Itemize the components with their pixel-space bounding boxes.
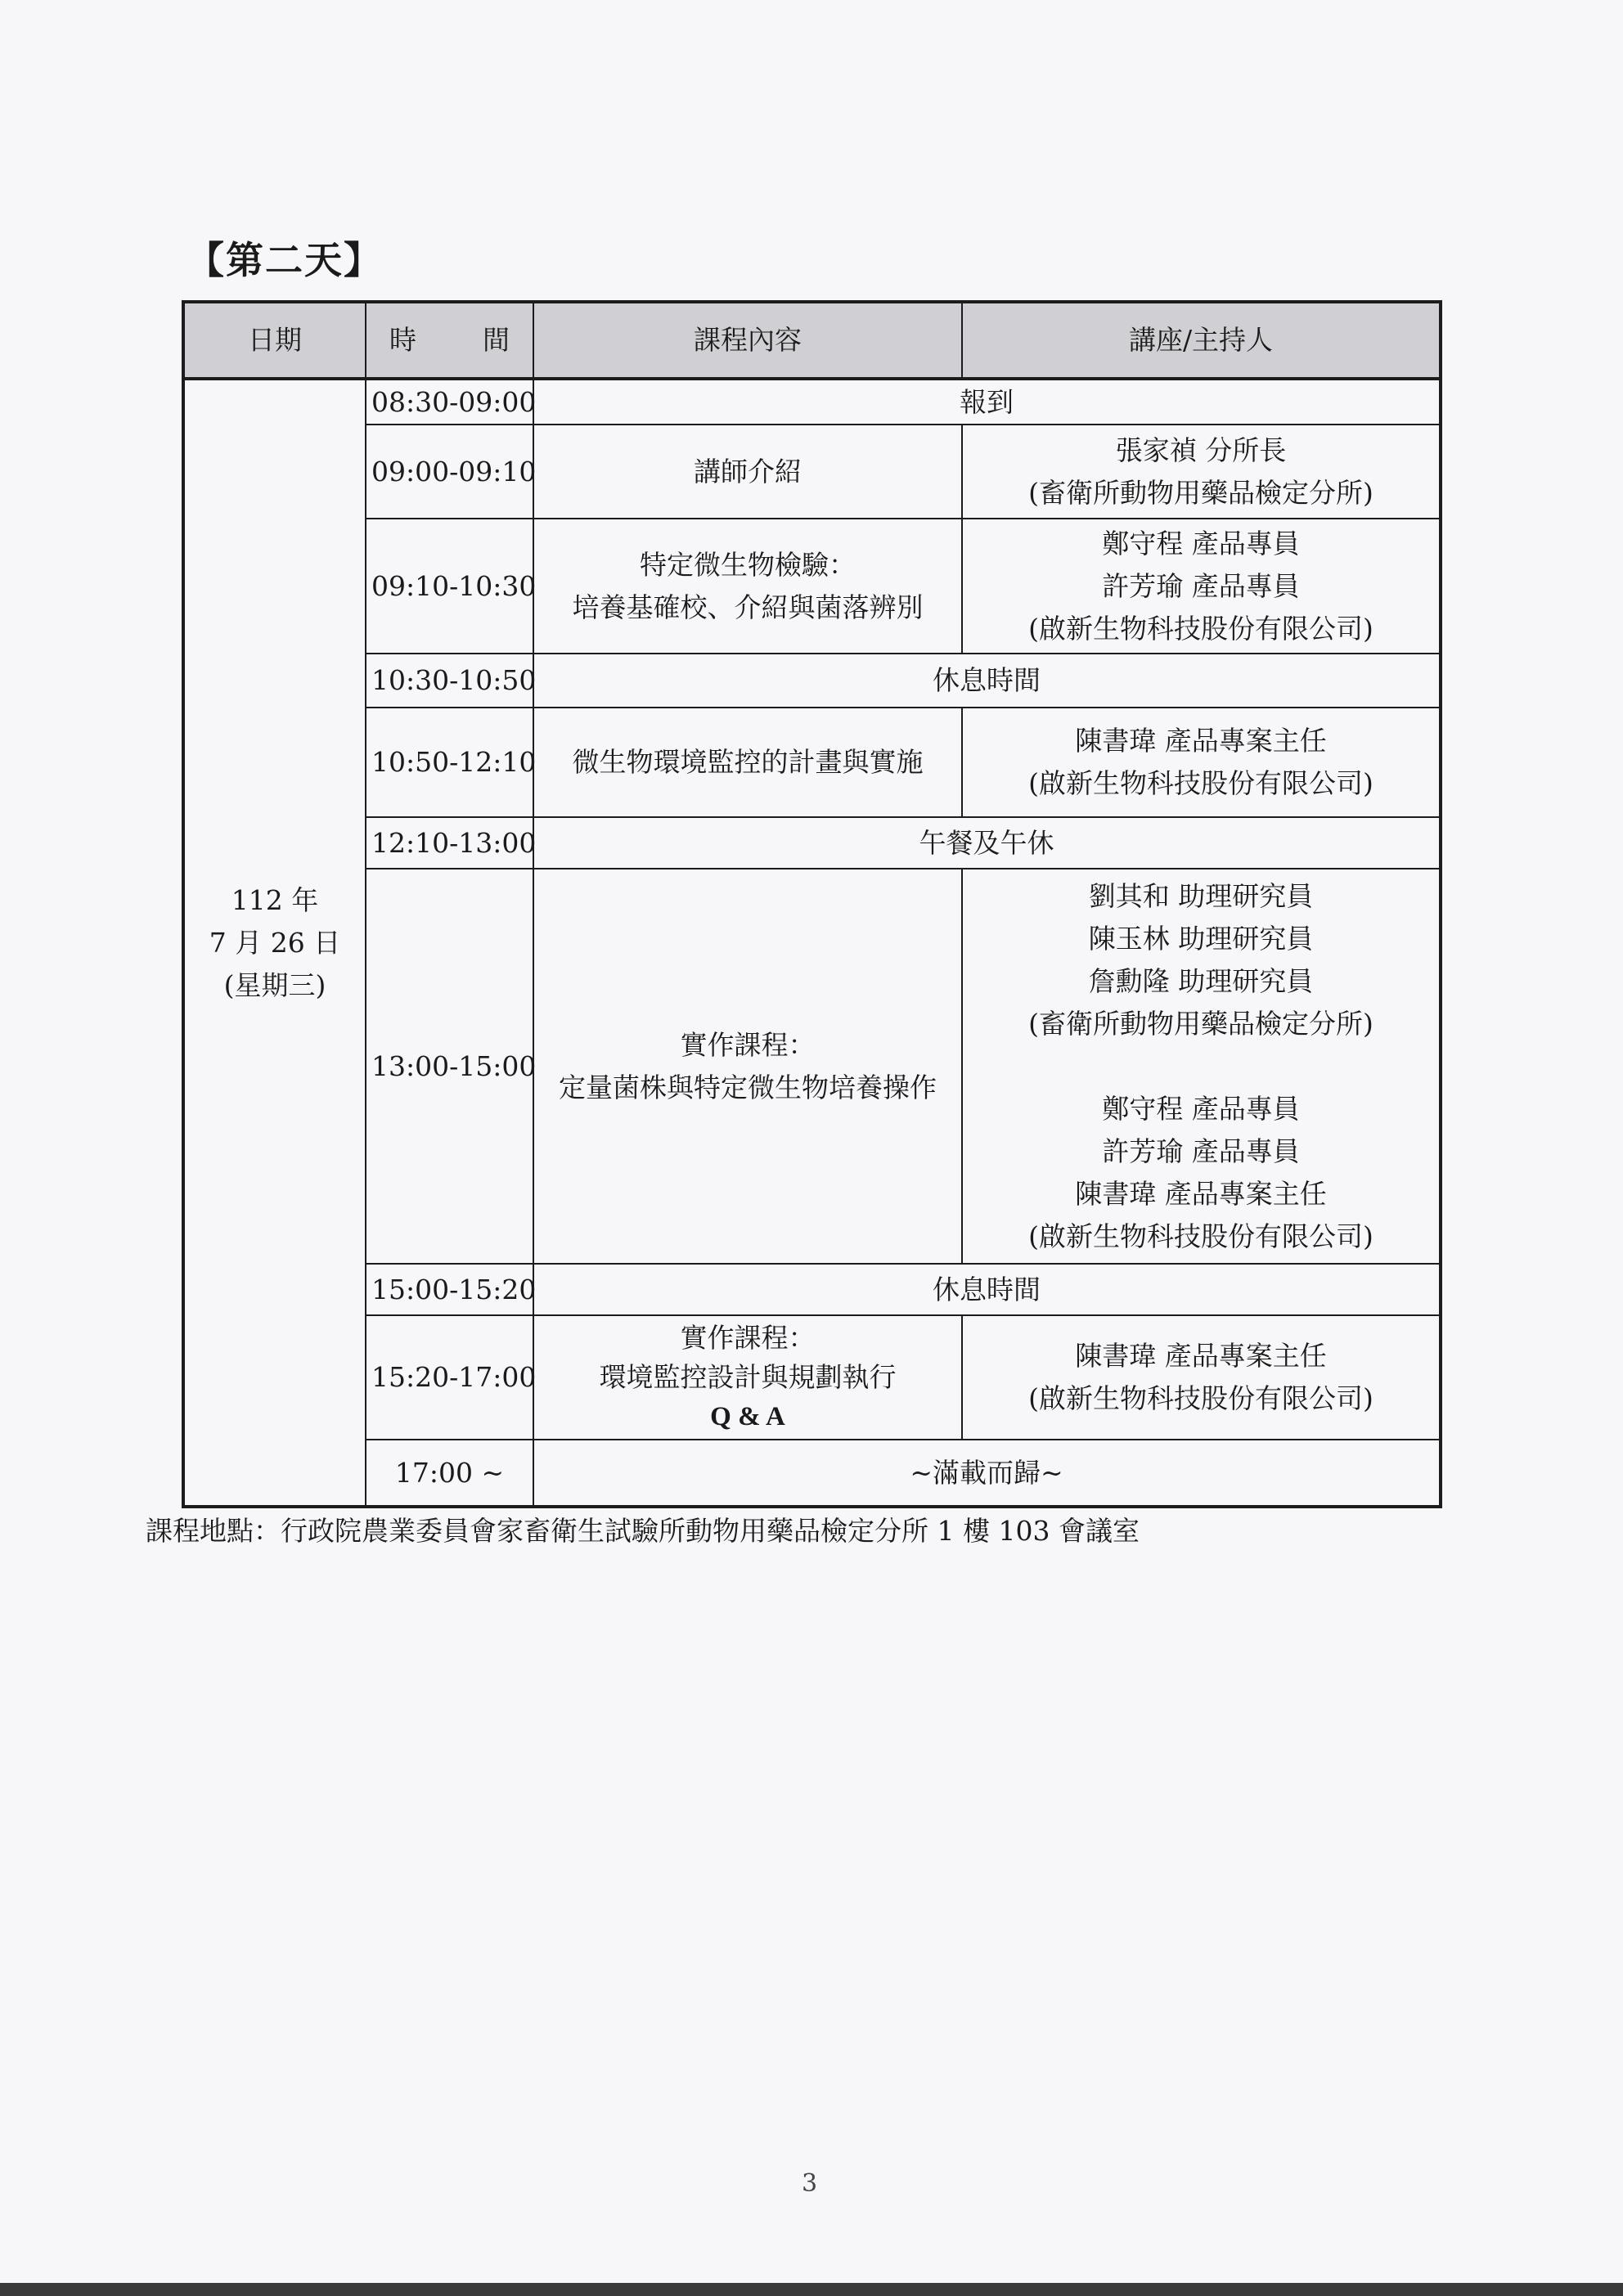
date-weekday: (星期三) [223, 968, 326, 1001]
table-row [183, 1315, 1441, 1440]
speaker-line: 詹勳隆 助理研究員 [1088, 964, 1314, 997]
speaker-line: 劉其和 助理研究員 [1088, 879, 1314, 912]
table-row [183, 1440, 1441, 1507]
table-row [183, 379, 1441, 425]
header-date: 日期 [183, 302, 366, 379]
header-speaker: 講座/主持人 [962, 302, 1441, 379]
content-cell [533, 708, 962, 817]
day-title: 【第二天】 [187, 238, 383, 282]
merged-cell: ~滿載而歸~ [533, 1440, 1441, 1507]
content-line: 實作課程： [680, 1028, 816, 1061]
merged-cell: 報到 [533, 379, 1441, 425]
content-line: 講師介紹 [694, 455, 802, 488]
course-location: 課程地點：行政院農業委員會家畜衛生試驗所動物用藥品檢定分所 1 樓 103 會議室 [146, 1515, 1140, 1547]
header-time-right: 間 [483, 324, 510, 356]
time-cell: 10:50-12:10 [366, 708, 533, 817]
speaker-line: (啟新生物科技股份有限公司) [1028, 767, 1373, 799]
table-row [183, 869, 1441, 1264]
speaker-line: 陳書瑋 產品專案主任 [1075, 1340, 1327, 1372]
speaker-line: (啟新生物科技股份有限公司) [1028, 612, 1373, 645]
content-cell [533, 869, 962, 1264]
page-number: 3 [802, 2169, 818, 2198]
table-row [183, 817, 1441, 869]
header-content: 課程內容 [533, 302, 962, 379]
content-line: Q & A [710, 1402, 785, 1431]
time-cell: 15:20-17:00 [366, 1315, 533, 1440]
merged-cell: 休息時間 [533, 654, 1441, 708]
speaker-line: 許芳瑜 產品專員 [1102, 1135, 1300, 1167]
speaker-line: 陳玉林 助理研究員 [1088, 922, 1314, 955]
speaker-line: (啟新生物科技股份有限公司) [1028, 1220, 1373, 1252]
time-cell: 12:10-13:00 [366, 817, 533, 869]
speaker-cell [962, 1315, 1441, 1440]
date-day: 7 月 26 日 [209, 926, 341, 959]
date-year: 112 年 [231, 883, 319, 916]
content-cell [533, 519, 962, 654]
content-line: 培養基確校、介紹與菌落辨別 [572, 591, 924, 623]
time-cell: 13:00-15:00 [366, 869, 533, 1264]
date-cell [183, 379, 366, 1507]
speaker-line: 張家禎 分所長 [1115, 434, 1287, 466]
speaker-cell [962, 519, 1441, 654]
table-row [183, 708, 1441, 817]
schedule-table [182, 300, 1442, 1508]
speaker-line: 許芳瑜 產品專員 [1102, 569, 1300, 602]
speaker-cell [962, 425, 1441, 519]
time-cell: 09:10-10:30 [366, 519, 533, 654]
content-line: 特定微生物檢驗： [640, 548, 856, 581]
speaker-line: 鄭守程 產品專員 [1102, 527, 1300, 559]
speaker-gap [968, 1045, 1434, 1088]
content-line: 實作課程： [680, 1322, 816, 1354]
content-line: 環境監控設計與規劃執行 [599, 1361, 897, 1393]
speaker-line: (啟新生物科技股份有限公司) [1028, 1382, 1373, 1414]
speaker-line: 陳書瑋 產品專案主任 [1075, 1177, 1327, 1210]
table-row [183, 654, 1441, 708]
merged-cell: 午餐及午休 [533, 817, 1441, 869]
time-cell: 17:00 ~ [366, 1440, 533, 1507]
speaker-line: 鄭守程 產品專員 [1102, 1092, 1300, 1125]
time-cell: 08:30-09:00 [366, 379, 533, 425]
speaker-cell [962, 869, 1441, 1264]
content-line: 定量菌株與特定微生物培養操作 [559, 1071, 937, 1103]
speaker-cell [962, 708, 1441, 817]
speaker-line: (畜衛所動物用藥品檢定分所) [1028, 476, 1373, 509]
scan-bottom-edge [0, 2283, 1623, 2296]
table-row [183, 519, 1441, 654]
table-row [183, 425, 1441, 519]
content-cell [533, 1315, 962, 1440]
header-time-left: 時 [389, 324, 416, 356]
merged-cell: 休息時間 [533, 1264, 1441, 1315]
time-cell: 09:00-09:10 [366, 425, 533, 519]
table-header-row [183, 302, 1441, 379]
table-row [183, 1264, 1441, 1315]
speaker-line: (畜衛所動物用藥品檢定分所) [1028, 1007, 1373, 1040]
time-cell: 15:00-15:20 [366, 1264, 533, 1315]
content-cell [533, 425, 962, 519]
time-cell: 10:30-10:50 [366, 654, 533, 708]
content-line: 微生物環境監控的計畫與實施 [572, 746, 924, 778]
header-time [366, 302, 533, 379]
speaker-line: 陳書瑋 產品專案主任 [1075, 725, 1327, 757]
